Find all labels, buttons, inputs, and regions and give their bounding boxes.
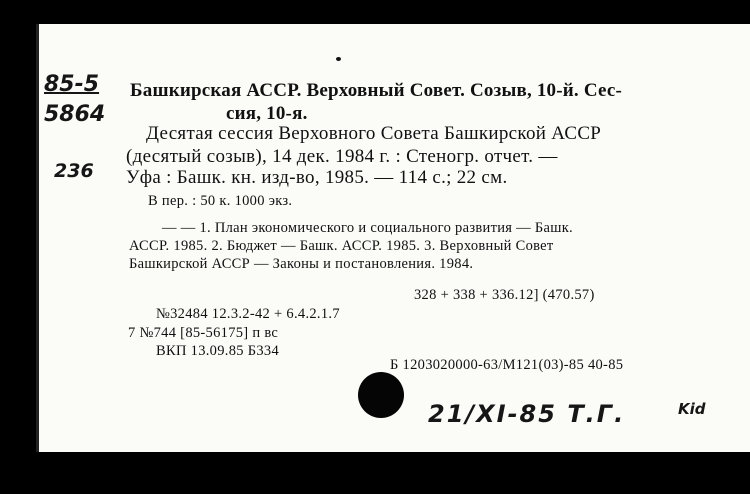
card-left-edge bbox=[36, 24, 39, 452]
record-vkp-line: ВКП 13.09.85 Б334 bbox=[156, 343, 279, 359]
record-card-number: №32484 12.3.2-42 + 6.4.2.1.7 bbox=[156, 306, 340, 322]
scan-frame-top bbox=[0, 0, 750, 24]
record-heading-line-2: сия, 10-я. bbox=[226, 103, 308, 124]
record-catalog-code: Б 1203020000-63/М121(03)-85 40-85 bbox=[390, 357, 624, 373]
record-heading-line-1: Башкирская АССР. Верховный Совет. Созыв, 10-й. Сес- bbox=[130, 80, 623, 101]
record-price-line: В пер. : 50 к. 1000 экз. bbox=[148, 193, 293, 209]
scan-frame-left bbox=[0, 0, 36, 494]
handwritten-initials: Kid bbox=[678, 400, 706, 418]
handwritten-shelfmark-bottom: 5864 bbox=[44, 102, 106, 127]
scan-frame-bottom bbox=[0, 452, 750, 494]
record-subjects-line-2: АССР. 1985. 2. Бюджет — Башк. АССР. 1985. 3. Верховный Совет bbox=[129, 238, 554, 254]
record-classification: 328 + 338 + 336.12] (470.57) bbox=[414, 287, 595, 303]
record-subjects-line-3: Башкирской АССР — Законы и постановления. 1984. bbox=[129, 256, 474, 272]
dust-speck bbox=[336, 57, 341, 61]
handwritten-received-date: 21/XI-85 Т.Г. bbox=[428, 400, 626, 428]
record-order-line: 7 №744 [85-56175] п вс bbox=[128, 325, 279, 341]
record-subjects-line-1: — — 1. План экономического и социального развития — Башк. bbox=[162, 220, 573, 236]
card-punch-hole bbox=[358, 372, 404, 418]
record-title-line-3: Уфа : Башк. кн. изд-во, 1985. — 114 с.; 22 см. bbox=[126, 167, 508, 188]
handwritten-shelfmark-note: 236 bbox=[54, 160, 94, 182]
handwritten-shelfmark-top: 85-5 bbox=[44, 72, 100, 97]
record-title-line-1: Десятая сессия Верховного Совета Башкирской АССР bbox=[146, 123, 602, 144]
record-title-line-2: (десятый созыв), 14 дек. 1984 г. : Стеногр. отчет. — bbox=[126, 146, 558, 167]
